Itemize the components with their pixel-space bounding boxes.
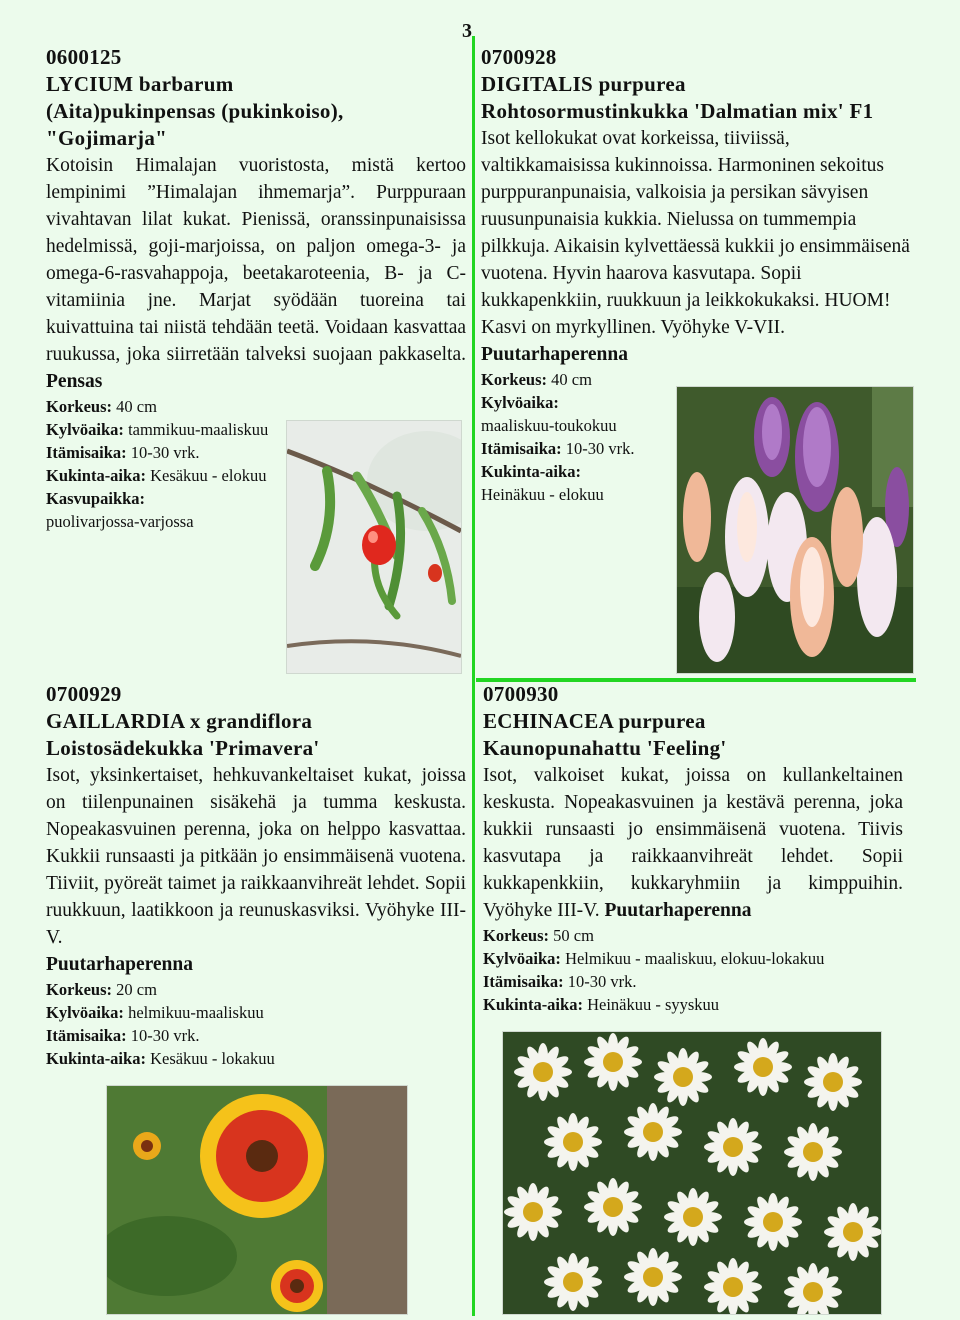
germination-time: 10-30 vrk.	[130, 443, 200, 462]
growing-site: puolivarjossa-varjossa	[46, 512, 194, 531]
product-entry-gaillardia	[46, 681, 466, 1070]
description: Isot kellokukat ovat korkeissa, tiiviissä, valtikkamaisissa kukinnoissa. Harmoninen sekoitus purppuranpunaisia, valkoisia ja persikan sävyisen ruusunpunaisia kukkia. Nielussa on tummempia pilkkuja. Aikaisin kylvettäessä kukkii jo ensimmäisenä vuotena. Hyvin haarova kasvutapa. Sopii kukkapenkkiin, ruukkuun ja leikkokukaksi. HUOM! Kasvi on myrkyllinen. Vyöhyke V-VII.	[481, 128, 910, 338]
description: Isot, valkoiset kukat, joissa on kullankeltainen keskusta. Nopeakasvuinen ja kestävä perenna, joka kukkii runsaasti jo ensimmäisenä vuotena. Tiivis kasvutapa ja raikkaanvihreät lehdet. Sopii kukkapenkkiin, kukkaryhmiin ja kimppuihin. Vyöhyke III-V. Puutarhaperenna	[483, 765, 903, 921]
page-number: 3	[462, 20, 472, 42]
description: Kotoisin Himalajan vuoristosta, mistä kertoo lempinimi ”Himalajan ihmemarja”. Purppuraan vivahtavan lilat kukat. Pienissä, oranssinpunaisissa hedelmissä, goji-marjoissa, on paljon omega-3- ja omega-6-rasvahappoja, beetakaroteenia, B- ja C-vitamiinia jne. Marjat syödään tuoreina tai kuivattuina tai niistä tehdään teetä. Voidaan kasvattaa ruukussa, joka siirretään talveksi suojaan pakkaselta. Pensas	[46, 155, 466, 392]
plant-type: Pensas	[46, 371, 103, 392]
description: Isot, yksinkertaiset, hehkuvankeltaiset kukat, joissa on tiilenpunainen sisäkehä ja tumma keskusta. Nopeakasvuinen perenna, joka on helppo kasvattaa. Kukkii runsaasti ja pitkään jo ensimmäisenä vuotena. Tiiviit, pyöreät taimet ja raikkaanvihreät lehdet. Sopii ruukkuun, laatikkoon ja reunuskasviksi. Vyöhyke III-V.	[46, 765, 466, 948]
plant-type: Puutarhaperenna	[46, 954, 193, 975]
latin-name: GAILLARDIA x grandiflora	[46, 709, 313, 733]
latin-name: LYCIUM barbarum	[46, 72, 234, 96]
foxglove-photo	[676, 386, 914, 674]
latin-name: DIGITALIS purpurea	[481, 72, 686, 96]
product-code: 0600125	[46, 45, 122, 69]
sowing-time: helmikuu-maaliskuu	[128, 1003, 264, 1022]
plant-type: Puutarhaperenna	[604, 900, 752, 921]
product-code: 0700929	[46, 682, 122, 706]
sowing-time: maaliskuu-toukokuu	[481, 416, 617, 435]
product-code: 0700928	[481, 45, 557, 69]
germination-time: 10-30 vrk.	[567, 972, 637, 991]
common-name: Rohtosormustinkukka 'Dalmatian mix' F1	[481, 99, 874, 123]
height-value: 50 cm	[553, 926, 594, 945]
product-code: 0700930	[483, 682, 559, 706]
bloom-time: Heinäkuu - syyskuu	[587, 995, 720, 1014]
latin-name: ECHINACEA purpurea	[483, 709, 706, 733]
info-block: Korkeus: 40 cm Kylvöaika: tammikuu-maaliskuu Itämisaika: 10-30 vrk. Kukinta-aika: Kesäkuu - elokuu Kasvupaikka: puolivarjossa-varjossa	[46, 395, 286, 533]
product-entry-echinacea	[483, 681, 903, 1016]
germination-time: 10-30 vrk.	[565, 439, 635, 458]
height-value: 40 cm	[551, 370, 592, 389]
common-name: (Aita)pukinpensas (pukinkoiso), "Gojimarja"	[46, 99, 344, 150]
goji-berry-photo	[286, 420, 462, 674]
germination-time: 10-30 vrk.	[130, 1026, 200, 1045]
bloom-time: Kesäkuu - elokuu	[150, 466, 267, 485]
height-value: 40 cm	[116, 397, 157, 416]
gaillardia-photo	[106, 1085, 408, 1315]
height-value: 20 cm	[116, 980, 157, 999]
info-block: Korkeus: 40 cm Kylvöaika: maaliskuu-toukokuu Itämisaika: 10-30 vrk. Kukinta-aika: Heinäkuu - elokuu	[481, 368, 671, 506]
sowing-time: Helmikuu - maaliskuu, elokuu-lokakuu	[565, 949, 825, 968]
bloom-time: Heinäkuu - elokuu	[481, 485, 604, 504]
plant-type: Puutarhaperenna	[481, 344, 628, 365]
sowing-time: tammikuu-maaliskuu	[128, 420, 269, 439]
common-name: Loistosädekukka 'Primavera'	[46, 736, 320, 760]
bloom-time: Kesäkuu - lokakuu	[150, 1049, 275, 1068]
column-divider	[472, 36, 475, 1316]
common-name: Kaunopunahattu 'Feeling'	[483, 736, 727, 760]
info-block: Korkeus: 50 cm Kylvöaika: Helmikuu - maaliskuu, elokuu-lokakuu Itämisaika: 10-30 vrk. Kukinta-aika: Heinäkuu - syyskuu	[483, 926, 825, 1014]
echinacea-photo	[502, 1031, 882, 1315]
info-block: Korkeus: 20 cm Kylvöaika: helmikuu-maaliskuu Itämisaika: 10-30 vrk. Kukinta-aika: Kesäkuu - lokakuu	[46, 980, 275, 1068]
